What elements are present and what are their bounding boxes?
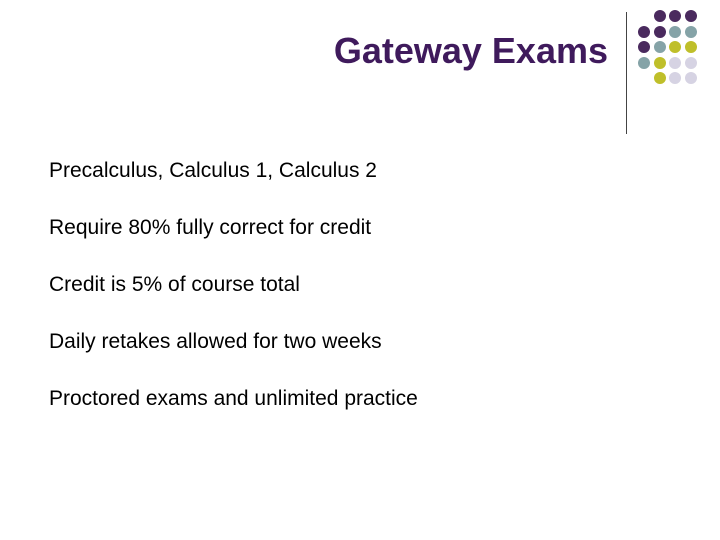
decorative-dot bbox=[654, 57, 666, 69]
decorative-dot bbox=[669, 41, 681, 53]
decorative-dot bbox=[654, 72, 666, 84]
bullet-item: Credit is 5% of course total bbox=[49, 273, 300, 296]
decorative-dot bbox=[669, 10, 681, 22]
decorative-dot bbox=[685, 26, 697, 38]
decorative-dot bbox=[669, 72, 681, 84]
decorative-dot bbox=[638, 26, 650, 38]
slide-title: Gateway Exams bbox=[333, 30, 608, 71]
decorative-dot bbox=[654, 26, 666, 38]
bullet-item: Precalculus, Calculus 1, Calculus 2 bbox=[49, 159, 377, 182]
decorative-dot bbox=[669, 57, 681, 69]
decorative-dot bbox=[654, 41, 666, 53]
decorative-dot bbox=[638, 57, 650, 69]
title-divider bbox=[626, 12, 627, 134]
decorative-dot bbox=[685, 57, 697, 69]
decorative-dot bbox=[638, 41, 650, 53]
decorative-dot bbox=[685, 10, 697, 22]
bullet-item: Daily retakes allowed for two weeks bbox=[49, 330, 382, 353]
decorative-dot bbox=[654, 10, 666, 22]
decorative-dot bbox=[685, 41, 697, 53]
decorative-dot bbox=[685, 72, 697, 84]
decorative-dot bbox=[669, 26, 681, 38]
bullet-item: Proctored exams and unlimited practice bbox=[49, 387, 418, 410]
bullet-item: Require 80% fully correct for credit bbox=[49, 216, 372, 239]
decorative-dot-grid bbox=[638, 10, 718, 120]
bullet-list bbox=[49, 154, 418, 439]
